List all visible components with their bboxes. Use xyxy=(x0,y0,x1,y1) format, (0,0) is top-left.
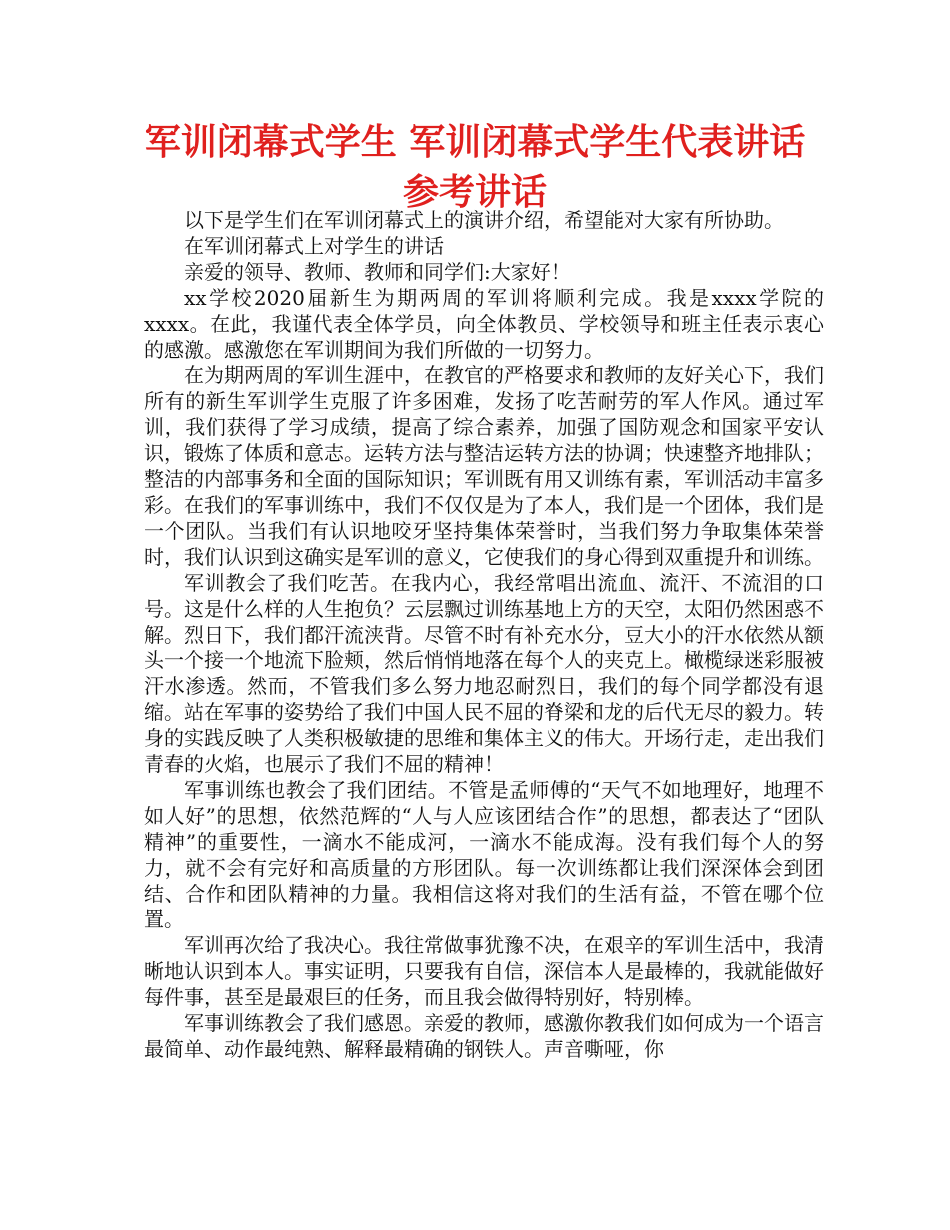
paragraph: 军事训练也教会了我们团结。不管是孟师傅的“天气不如地理好，地理不如人好”的思想，依然范辉的“人与人应该团结合作”的思想，都表达了“团队精神”的重要性，一滴水不能成河，一滴水不能成海。没有我们每个人的努力，就不会有完好和高质量的方形团队。每一次训练都让我们深深体会到团结、合作和团队精神的力量。我相信这将对我们的生活有益，不管在哪个位置。 xyxy=(144,777,824,932)
paragraph: 在为期两周的军训生涯中，在教官的严格要求和教师的友好关心下，我们所有的新生军训学生克服了许多困难，发扬了吃苦耐劳的军人作风。通过军训，我们获得了学习成绩，提高了综合素养，加强了国防观念和国家平安认识，锻炼了体质和意志。运转方法与整洁运转方法的协调；快速整齐地排队；整洁的内部事务和全面的国际知识；军训既有用又训练有素，军训活动丰富多彩。在我们的军事训练中，我们不仅仅是为了本人，我们是一个团体，我们是一个团队。当我们有认识地咬牙坚持集体荣誉时，当我们努力争取集体荣誉时，我们认识到这确实是军训的意义，它使我们的身心得到双重提升和训练。 xyxy=(144,363,824,569)
paragraph: 军训再次给了我决心。我往常做事犹豫不决，在艰辛的军训生活中，我清晰地认识到本人。事实证明，只要我有自信，深信本人是最棒的，我就能做好每件事，甚至是最艰巨的任务，而且我会做得特别好，特别棒。 xyxy=(144,933,824,1010)
document-body xyxy=(144,208,824,1063)
paragraph-greeting: 亲爱的领导、教师、教师和同学们:大家好！ xyxy=(184,259,571,284)
paragraph-intro: 以下是学生们在军训闭幕式上的演讲介绍，希望能对大家有所协助。 xyxy=(184,208,784,232)
paragraph: xx学校2020届新生为期两周的军训将顺利完成。我是xxxx学院的xxxx。在此，我谨代表全体学员，向全体教员、学校领导和班主任表示衷心的感激。感激您在军训期间为我们所做的一切努力。 xyxy=(144,285,824,362)
paragraph: 军事训练教会了我们感恩。亲爱的教师，感激你教我们如何成为一个语言最简单、动作最纯熟、解释最精确的钢铁人。声音嘶哑，你 xyxy=(144,1011,824,1061)
paragraph: 军训教会了我们吃苦。在我内心，我经常唱出流血、流汗、不流泪的口号。这是什么样的人生抱负？云层飘过训练基地上方的天空，太阳仍然困惑不解。烈日下，我们都汗流浃背。尽管不时有补充水分，豆大小的汗水依然从额头一个接一个地流下脸颊，然后悄悄地落在每个人的夹克上。橄榄绿迷彩服被汗水渗透。然而，不管我们多么努力地忍耐烈日，我们的每个同学都没有退缩。站在军事的姿势给了我们中国人民不屈的脊梁和龙的后代无尽的毅力。转身的实践反映了人类积极敏捷的思维和集体主义的伟大。开场行走，走出我们青春的火焰，也展示了我们不屈的精神！ xyxy=(144,570,824,777)
paragraph-speech-heading: 在军训闭幕式上对学生的讲话 xyxy=(184,233,444,258)
document-title: 军训闭幕式学生 军训闭幕式学生代表讲话参考讲话 xyxy=(144,122,806,213)
